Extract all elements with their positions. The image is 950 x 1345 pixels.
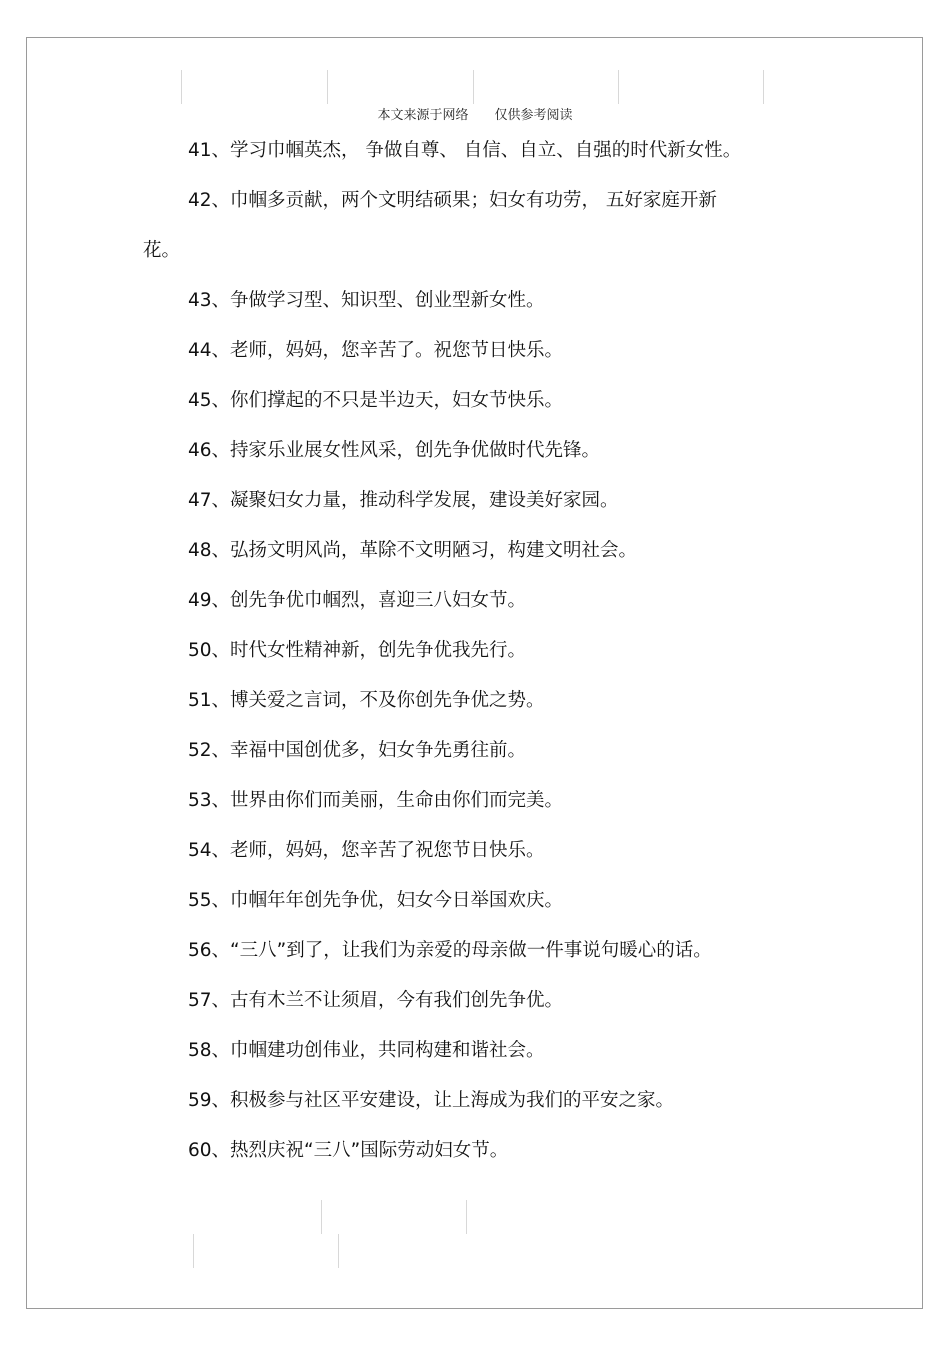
- list-item: 42、巾帼多贡献，两个文明结硕果；妇女有功劳， 五好家庭开新: [188, 190, 717, 211]
- header-reference-text: 仅供参考阅读: [494, 108, 573, 123]
- bottom-rule-2: [466, 1200, 467, 1234]
- top-rule-4: [618, 70, 619, 104]
- list-item-continuation: 花。: [143, 240, 181, 261]
- list-item: 59、积极参与社区平安建设，让上海成为我们的平安之家。: [188, 1090, 675, 1111]
- list-item: 51、博关爱之言词，不及你创先争优之势。: [188, 690, 545, 711]
- header-source-text: 本文来源于网络: [377, 108, 469, 123]
- list-item: 53、世界由你们而美丽，生命由你们而完美。: [188, 790, 564, 811]
- top-rule-2: [327, 70, 328, 104]
- list-item: 57、古有木兰不让须眉，今有我们创先争优。: [188, 990, 564, 1011]
- list-item: 41、学习巾帼英杰， 争做自尊、 自信、自立、自强的时代新女性。: [188, 140, 742, 161]
- document-body: [143, 126, 803, 1176]
- bottom-rule-4: [338, 1234, 339, 1268]
- list-item: 48、弘扬文明风尚，革除不文明陋习，构建文明社会。: [188, 540, 638, 561]
- list-item: 56、“三八”到了，让我们为亲爱的母亲做一件事说句暖心的话。: [188, 940, 712, 961]
- list-item: 52、幸福中国创优多，妇女争先勇往前。: [188, 740, 527, 761]
- list-item: 50、时代女性精神新，创先争优我先行。: [188, 640, 527, 661]
- list-item: 43、争做学习型、知识型、创业型新女性。: [188, 290, 545, 311]
- top-rule-5: [763, 70, 764, 104]
- page-header: [0, 104, 950, 123]
- list-item: 55、巾帼年年创先争优，妇女今日举国欢庆。: [188, 890, 564, 911]
- list-item: 47、凝聚妇女力量，推动科学发展，建设美好家园。: [188, 490, 619, 511]
- top-rule-3: [473, 70, 474, 104]
- list-item: 49、创先争优巾帼烈，喜迎三八妇女节。: [188, 590, 527, 611]
- list-item: 44、老师，妈妈，您辛苦了。祝您节日快乐。: [188, 340, 564, 361]
- list-item: 45、你们撑起的不只是半边天，妇女节快乐。: [188, 390, 564, 411]
- list-item: 58、巾帼建功创伟业，共同构建和谐社会。: [188, 1040, 545, 1061]
- list-item: 60、热烈庆祝“三八”国际劳动妇女节。: [188, 1140, 509, 1161]
- list-item: 46、持家乐业展女性风采，创先争优做时代先锋。: [188, 440, 601, 461]
- bottom-rule-3: [193, 1234, 194, 1268]
- top-rule-1: [181, 70, 182, 104]
- list-item: 54、老师，妈妈，您辛苦了祝您节日快乐。: [188, 840, 545, 861]
- bottom-rule-1: [321, 1200, 322, 1234]
